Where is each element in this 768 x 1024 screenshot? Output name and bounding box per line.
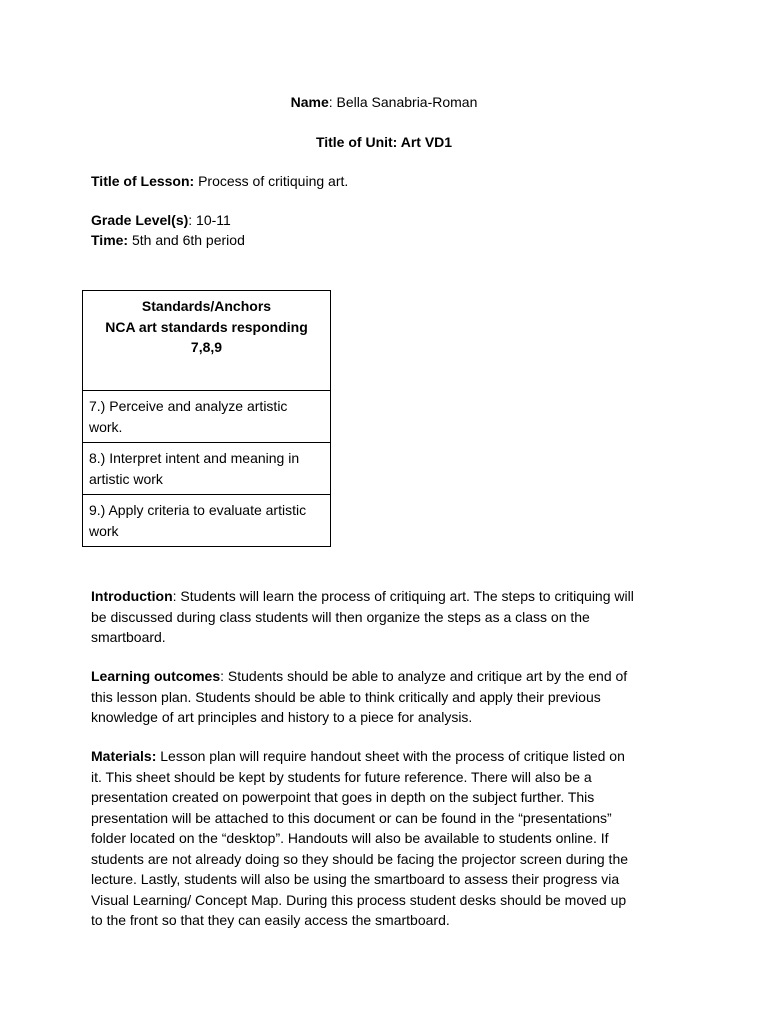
standards-header-row: [83, 291, 331, 391]
grade-label: Grade Level(s): [91, 212, 189, 228]
name-value: : Bella Sanabria-Roman: [328, 94, 478, 110]
introduction-paragraph: [91, 586, 691, 648]
time-label: Time:: [91, 232, 129, 248]
paragraph-line: be discussed during class students will then organize the steps as a class on the: [91, 608, 590, 625]
paragraph-line: Lesson plan will require handout sheet with the process of critique listed on: [156, 748, 625, 764]
paragraph-line: students are not already doing so they should be facing the projector screen during the: [91, 850, 629, 867]
unit-title-text: Title of Unit: Art VD1: [315, 134, 453, 150]
standard-7-cell: [83, 391, 331, 443]
time-value: 5th and 6th period: [128, 232, 245, 248]
standards-table: [82, 290, 331, 547]
standards-header-line: 7,8,9: [190, 339, 223, 355]
paragraph-line: presentation will be attached to this document or can be found in the “presentations”: [91, 809, 612, 826]
paragraph-line: knowledge of art principles and history to a piece for analysis.: [91, 709, 473, 725]
grade-value: : 10-11: [188, 212, 231, 228]
lesson-label: Title of Lesson:: [91, 173, 195, 189]
table-row: [83, 391, 331, 443]
paragraph-line: folder located on the “desktop”. Handouts will also be available to students online. If: [91, 830, 609, 846]
unit-title: [0, 132, 768, 152]
standards-header-line: Standards/Anchors: [141, 298, 272, 314]
cell-line: work.: [89, 418, 123, 435]
standards-header-cell: [83, 291, 331, 391]
cell-line: 9.) Apply criteria to evaluate artistic: [89, 502, 307, 518]
name-line: [0, 92, 768, 112]
paragraph-line: presentation created on powerpoint that goes in depth on the subject further. This: [91, 789, 595, 805]
learning-outcomes-label: Learning outcomes: [91, 668, 221, 684]
paragraph-line: smartboard.: [91, 629, 166, 645]
materials-paragraph: [91, 746, 691, 931]
introduction-label: Introduction: [91, 588, 173, 604]
materials-label: Materials:: [91, 748, 157, 764]
paragraph-line: lecture. Lastly, students will also be using the smartboard to assess their progress via: [91, 871, 620, 887]
lesson-title-line: [91, 171, 348, 191]
cell-line: 7.) Perceive and analyze artistic: [89, 398, 288, 414]
paragraph-line: : Students will learn the process of critiquing art. The steps to critiquing will: [172, 588, 634, 604]
name-label: Name: [290, 94, 329, 110]
paragraph-line: Visual Learning/ Concept Map. During this process student desks should be moved up: [91, 891, 627, 908]
cell-line: artistic work: [89, 470, 163, 487]
cell-line: work: [89, 522, 119, 539]
standard-8-cell: [83, 443, 331, 495]
standard-9-cell: [83, 495, 331, 547]
cell-line: 8.) Interpret intent and meaning in: [89, 450, 300, 466]
paragraph-line: to the front so that they can easily access the smartboard.: [91, 912, 450, 928]
lesson-value: Process of critiquing art.: [194, 173, 349, 189]
paragraph-line: this lesson plan. Students should be able to think critically and apply their previous: [91, 688, 601, 705]
grade-line: [91, 210, 231, 230]
paragraph-line: : Students should be able to analyze and critique art by the end of: [220, 668, 628, 684]
table-row: [83, 443, 331, 495]
time-line: [91, 230, 245, 250]
table-row: [83, 495, 331, 547]
paragraph-line: it. This sheet should be kept by students for future reference. There will also be a: [91, 768, 592, 785]
learning-outcomes-paragraph: [91, 666, 691, 728]
standards-header-line: NCA art standards responding: [105, 318, 308, 335]
